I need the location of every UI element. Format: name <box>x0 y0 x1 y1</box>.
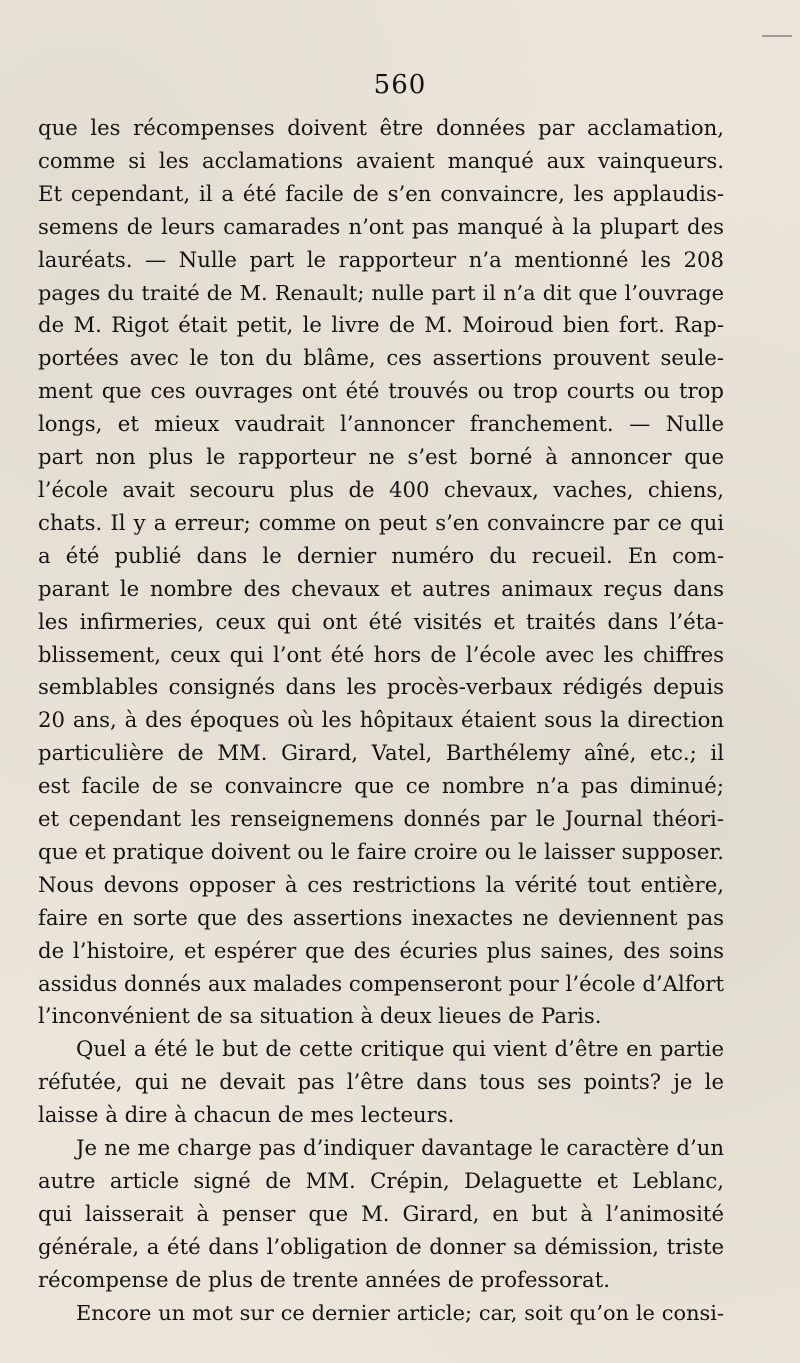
paragraph-end-line: laisse à dire à chacun de mes lecteurs. <box>38 1102 455 1128</box>
text-line: l’école avait secouru plus de 400 chevaux, vaches, chiens, <box>38 476 724 502</box>
text-line: chats. Il y a erreur; comme on peut s’en convaincre par ce qui <box>38 509 724 535</box>
text-line: pages du traité de M. Renault; nulle part il n’a dit que l’ouvrage <box>38 280 724 305</box>
text-line: 20 ans, à des époques où les hôpitaux étaient sous la direction <box>38 707 724 733</box>
text-line: particulière de MM. Girard, Vatel, Barthélemy aîné, etc.; il <box>38 740 724 766</box>
text-line: ment que ces ouvrages ont été trouvés ou trop courts ou trop <box>38 378 724 404</box>
text-line: faire en sorte que des assertions inexactes ne deviennent pas <box>38 904 724 930</box>
text-line: et cependant les renseignemens donnés par le Journal théori- <box>38 806 724 832</box>
text-line: que et pratique doivent ou le faire croire ou le laisser supposer. <box>38 838 724 864</box>
text-line: autre article signé de MM. Crépin, Delaguette et Leblanc, <box>38 1168 724 1193</box>
paragraph-end-line: l’inconvénient de sa situation à deux lieues de Paris. <box>38 1003 602 1029</box>
text-line: les infirmeries, ceux qui ont été visités et traités dans l’éta- <box>38 608 724 634</box>
text-line: longs, et mieux vaudrait l’annoncer franchement. — Nulle <box>38 411 724 437</box>
text-line: comme si les acclamations avaient manqué aux vainqueurs. <box>38 147 724 173</box>
text-line: Et cependant, il a été facile de s’en convaincre, les applaudis- <box>38 180 724 206</box>
text-line: de l’histoire, et espérer que des écuries plus saines, des soins <box>38 937 724 963</box>
paragraph-end-line: récompense de plus de trente années de professorat. <box>38 1266 610 1292</box>
page-number: 560 <box>373 70 427 100</box>
text-line: réfutée, qui ne devait pas l’être dans tous ses points? je le <box>38 1069 724 1095</box>
text-line: parant le nombre des chevaux et autres animaux reçus dans <box>38 575 724 601</box>
text-line: qui laisserait à penser que M. Girard, en but à l’animosité <box>38 1200 724 1226</box>
text-line: lauréats. — Nulle part le rapporteur n’a mentionné les 208 <box>38 246 724 272</box>
text-line: part non plus le rapporteur ne s’est borné à annoncer que <box>38 444 724 470</box>
paragraph-start-line: Quel a été le but de cette critique qui vient d’être en partie <box>76 1036 724 1062</box>
text-line: générale, a été dans l’obligation de donner sa démission, triste <box>38 1233 724 1259</box>
text-line: semblables consignés dans les procès-verbaux rédigés depuis <box>38 674 724 700</box>
text-line: que les récompenses doivent être données par acclamation, <box>38 115 724 140</box>
text-line: de M. Rigot était petit, le livre de M. Moiroud bien fort. Rap- <box>38 312 724 338</box>
text-line: portées avec le ton du blâme, ces assertions prouvent seule- <box>38 345 724 371</box>
text-line: semens de leurs camarades n’ont pas manqué à la plupart des <box>38 213 724 239</box>
paragraph-start-line: Encore un mot sur ce dernier article; car, soit qu’on le consi- <box>76 1300 724 1325</box>
text-line: a été publié dans le dernier numéro du recueil. En com- <box>38 542 724 568</box>
body-text <box>38 112 724 1330</box>
page-edge-mark <box>762 35 792 37</box>
text-line: est facile de se convaincre que ce nombre n’a pas diminué; <box>38 773 724 799</box>
text-line: Nous devons opposer à ces restrictions la vérité tout entière, <box>38 871 724 897</box>
text-line: blissement, ceux qui l’ont été hors de l’école avec les chiffres <box>38 641 724 667</box>
paragraph-start-line: Je ne me charge pas d’indiquer davantage le caractère d’un <box>76 1135 724 1161</box>
text-line: assidus donnés aux malades compenseront pour l’école d’Alfort <box>38 970 724 996</box>
